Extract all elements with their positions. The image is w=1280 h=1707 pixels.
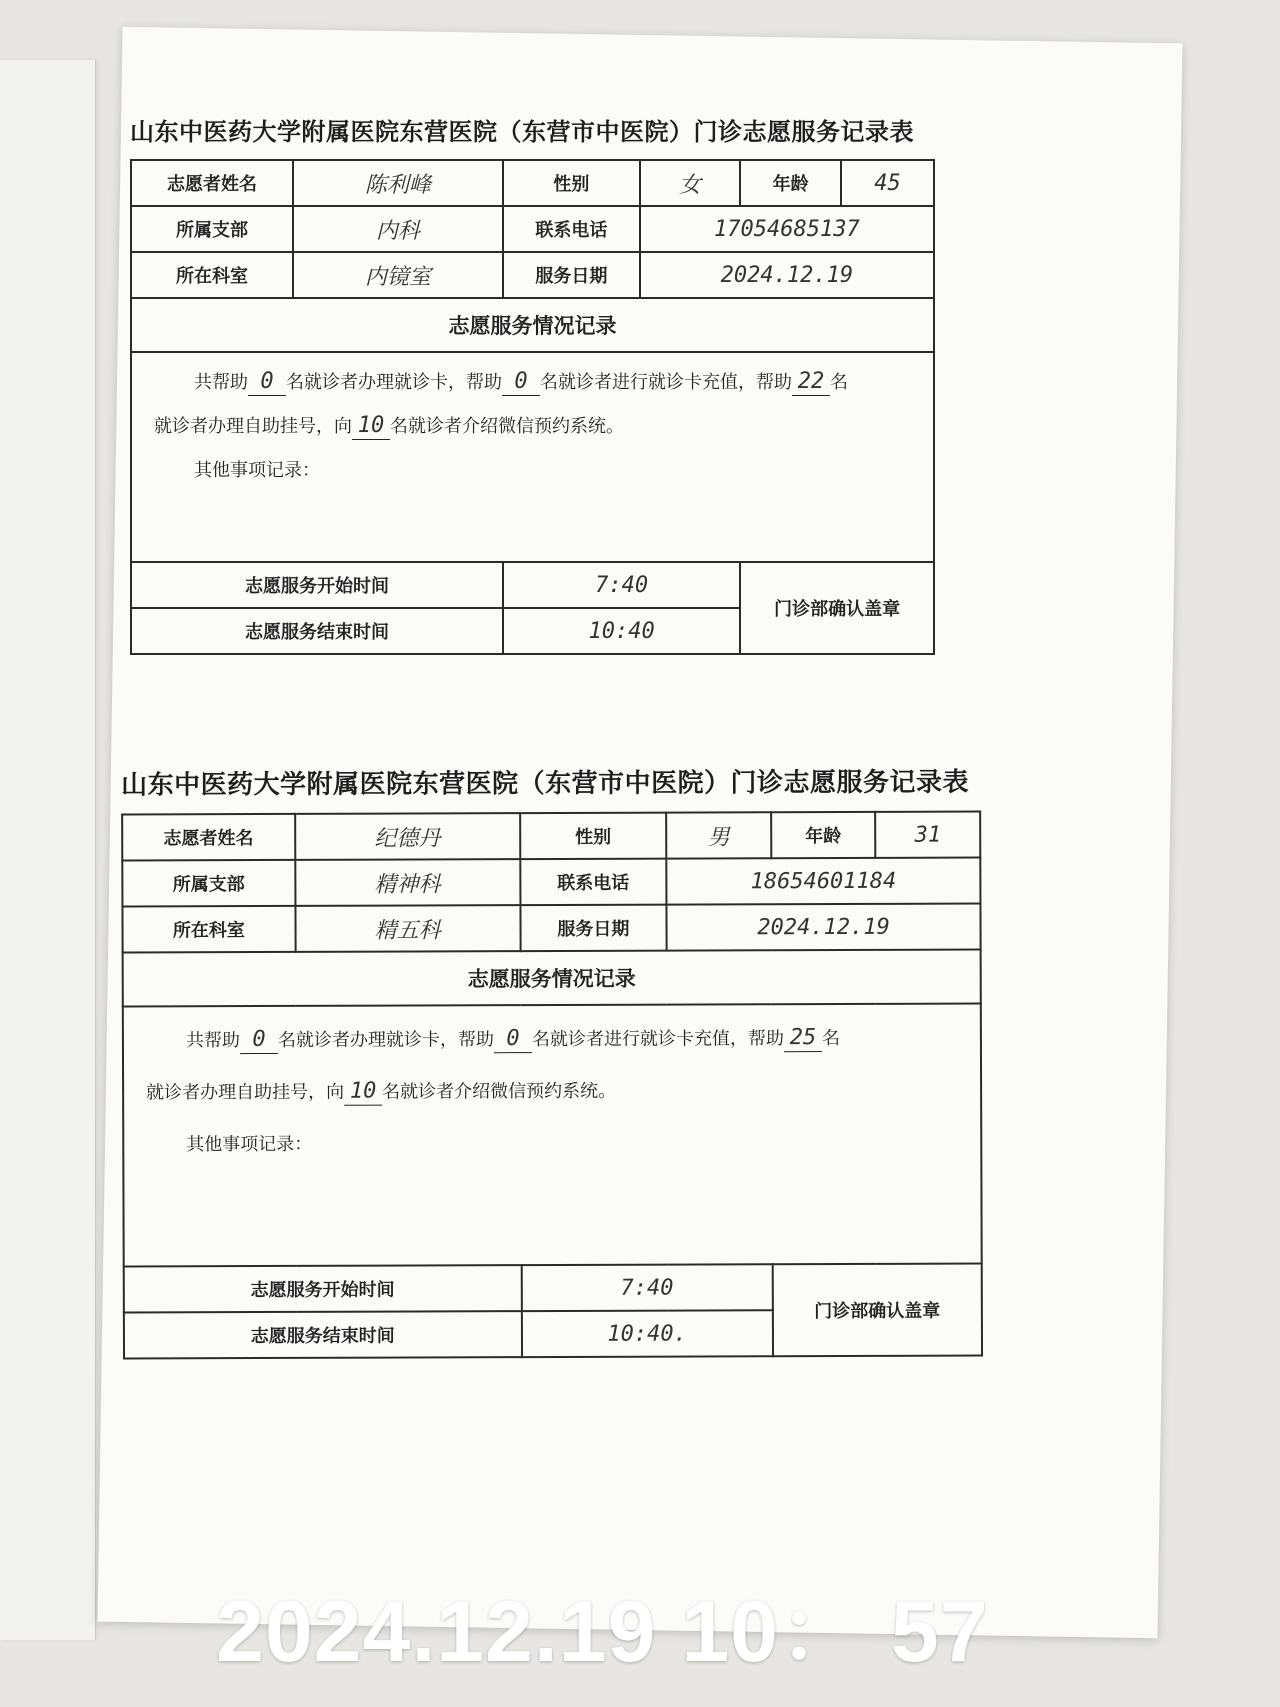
stamp-label: 门诊部确认盖章 <box>740 562 934 654</box>
label-date: 服务日期 <box>520 905 667 952</box>
table-row <box>131 206 934 252</box>
stamp-label: 门诊部确认盖章 <box>772 1264 982 1357</box>
label-age: 年龄 <box>771 812 876 858</box>
label-phone: 联系电话 <box>503 206 640 252</box>
form-table <box>130 159 935 655</box>
record-text: 名 <box>821 1027 840 1050</box>
photo-timestamp: 2024.12.19 10： 57 <box>216 1584 989 1680</box>
value-start-time: 7:40 <box>521 1264 772 1311</box>
value-name: 陈利峰 <box>293 160 503 206</box>
count-wechat: 10 <box>352 413 390 440</box>
value-start-time: 7:40 <box>503 562 740 608</box>
value-dept: 精五科 <box>295 905 520 952</box>
table-row <box>131 252 934 298</box>
table-row <box>123 950 981 1007</box>
form-table <box>121 811 983 1360</box>
value-dept: 内镜室 <box>293 252 503 298</box>
other-notes-label: 其他事项记录： <box>186 1133 313 1156</box>
service-record-form-2 <box>121 762 983 1360</box>
label-gender: 性别 <box>520 813 667 860</box>
table-row <box>124 1264 982 1313</box>
table-row <box>122 904 980 953</box>
table-row <box>131 562 934 608</box>
record-text: 名就诊者进行就诊卡充值，帮助 <box>531 1028 784 1051</box>
label-end-time: 志愿服务结束时间 <box>124 1311 522 1358</box>
label-name: 志愿者姓名 <box>131 160 293 206</box>
table-row <box>122 812 980 861</box>
label-branch: 所属支部 <box>122 860 295 907</box>
label-start-time: 志愿服务开始时间 <box>131 562 503 608</box>
label-date: 服务日期 <box>503 252 640 298</box>
record-text: 名就诊者介绍微信预约系统。 <box>382 1080 617 1103</box>
label-start-time: 志愿服务开始时间 <box>124 1265 522 1312</box>
value-gender: 男 <box>666 812 771 858</box>
value-date: 2024.12.19 <box>667 904 981 951</box>
label-gender: 性别 <box>503 160 640 206</box>
record-text: 就诊者办理自助挂号，向 <box>154 416 352 437</box>
section-heading: 志愿服务情况记录 <box>131 298 934 352</box>
value-name: 纪德丹 <box>295 813 520 860</box>
record-area <box>123 1004 982 1267</box>
table-row <box>131 352 934 562</box>
record-line-2 <box>154 405 915 449</box>
label-end-time: 志愿服务结束时间 <box>131 608 503 654</box>
table-row <box>123 1004 982 1267</box>
back-sheet <box>0 60 96 1640</box>
value-branch: 精神科 <box>295 859 520 906</box>
value-gender: 女 <box>640 160 741 206</box>
form-title: 山东中医药大学附属医院东营医院（东营市中医院）门诊志愿服务记录表 <box>120 767 970 801</box>
record-text: 名就诊者进行就诊卡充值，帮助 <box>540 372 792 393</box>
record-text: 就诊者办理自助挂号，向 <box>146 1081 345 1104</box>
table-row <box>131 298 934 352</box>
form-title: 山东中医药大学附属医院东营医院（东营市中医院）门诊志愿服务记录表 <box>130 117 914 146</box>
count-recharge: 0 <box>502 369 540 396</box>
value-age: 31 <box>875 812 980 858</box>
value-end-time: 10:40. <box>521 1310 772 1357</box>
record-line-1 <box>146 1013 962 1068</box>
count-cards: 0 <box>248 369 286 396</box>
record-line-1 <box>154 361 915 405</box>
value-phone: 17054685137 <box>640 206 934 252</box>
label-dept: 所在科室 <box>122 906 295 953</box>
count-wechat: 10 <box>344 1079 382 1106</box>
section-heading: 志愿服务情况记录 <box>123 950 981 1007</box>
record-text: 名就诊者介绍微信预约系统。 <box>390 416 624 437</box>
record-text: 名 <box>830 372 848 393</box>
label-name: 志愿者姓名 <box>122 814 295 861</box>
label-phone: 联系电话 <box>520 859 667 906</box>
record-text: 共帮助 <box>185 1030 240 1052</box>
record-text: 名就诊者办理就诊卡，帮助 <box>286 372 502 393</box>
label-branch: 所属支部 <box>131 206 293 252</box>
value-age: 45 <box>841 160 934 206</box>
table-row <box>122 858 980 907</box>
count-self-register: 25 <box>784 1025 822 1052</box>
count-self-register: 22 <box>792 369 830 396</box>
record-text: 名就诊者办理就诊卡，帮助 <box>277 1029 494 1051</box>
record-area <box>131 352 934 562</box>
count-recharge: 0 <box>494 1026 532 1053</box>
service-record-form-1 <box>130 112 935 655</box>
record-line-2 <box>146 1065 962 1120</box>
table-row <box>131 160 934 206</box>
value-branch: 内科 <box>293 206 503 252</box>
value-date: 2024.12.19 <box>640 252 934 298</box>
count-cards: 0 <box>240 1027 278 1054</box>
value-end-time: 10:40 <box>503 608 740 654</box>
label-dept: 所在科室 <box>131 252 293 298</box>
label-age: 年龄 <box>740 160 841 206</box>
value-phone: 18654601184 <box>666 858 980 905</box>
other-notes-label: 其他事项记录： <box>194 460 320 481</box>
record-text: 共帮助 <box>194 372 248 393</box>
